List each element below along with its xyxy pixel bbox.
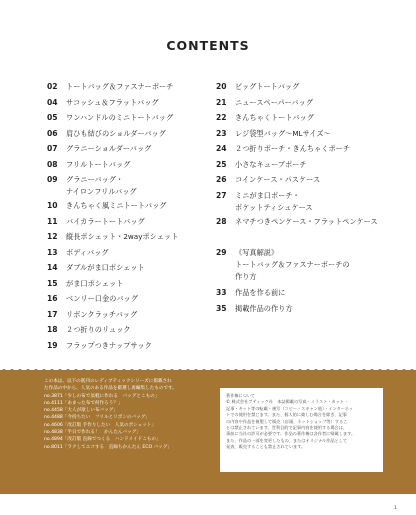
series-item: no.4838「半日で作れる！ かんたんバッグ」 xyxy=(44,430,141,436)
page-number-label: 27 xyxy=(216,190,227,200)
entry-title: サコッシュ＆フラットバッグ xyxy=(66,97,159,107)
entry-title: ネマチつきペンケース・フラットペンケース xyxy=(235,216,378,226)
entry-title: フラップつきナップサック xyxy=(66,340,152,350)
toc-entry xyxy=(216,247,350,283)
page-number-label: 05 xyxy=(47,113,58,122)
toc-entry xyxy=(47,97,159,109)
series-item: no.3871「少しの布で気軽に作れる バッグとこもの」 xyxy=(44,393,160,399)
page-title: CONTENTS xyxy=(166,38,250,53)
page-number-label: 18 xyxy=(47,325,58,334)
page-number: 1 xyxy=(394,506,397,511)
toc-entry xyxy=(47,174,137,198)
page-number-label: 35 xyxy=(216,303,227,313)
toc-entry xyxy=(47,159,130,171)
notice-line: の内容や作品を複製して販売（店頭、ネットショップ等）するこ xyxy=(226,418,348,424)
toc-entry xyxy=(47,278,123,290)
page-number-label: 20 xyxy=(216,82,227,91)
entry-title: ２つ折りポーチ・きんちゃくポーチ xyxy=(235,144,351,153)
entry-title: ビッグトートバッグ xyxy=(235,82,300,91)
page-number-label: 08 xyxy=(47,159,58,169)
entry-title: 作品を作る前に xyxy=(235,288,286,297)
toc-entry xyxy=(47,128,166,140)
toc-entry xyxy=(216,97,313,109)
entry-title: リボンクラッチバッグ xyxy=(66,309,138,319)
toc-entry xyxy=(47,81,173,93)
page-number-label: 26 xyxy=(216,175,227,184)
toc-entry xyxy=(47,112,173,124)
entry-title: トートバッグ＆ファスナーポーチ xyxy=(66,82,174,91)
page-number-label: 16 xyxy=(47,294,58,303)
entry-title: レジ袋型バッグ〜MLサイズ〜 xyxy=(235,128,331,138)
page-number-label: 24 xyxy=(216,144,227,153)
notice-line: トでの使用を禁じます。また、個人的に楽しむ場合を除き、記事 xyxy=(226,412,347,418)
entry-title-line2: トートバッグ＆ファスナーポーチの xyxy=(235,259,350,269)
toc-entry xyxy=(216,287,285,299)
toc-entry xyxy=(47,200,166,212)
series-source-list xyxy=(44,378,224,451)
toc-entry xyxy=(216,190,313,214)
entry-title: ミニがま口ポーチ・ xyxy=(235,190,300,200)
notice-line: とは禁止されています。営利目的で記事内容を使用する場合は、 xyxy=(226,425,348,431)
series-item: no.4606「改訂版 手作りしたい 人気のポシェット」 xyxy=(44,422,157,428)
entry-title: ニュースペーパーバッグ xyxy=(235,97,313,107)
notice-line: 発表、販売することも禁止されています。 xyxy=(226,444,306,450)
entry-title: きんちゃく風ミニトートバッグ xyxy=(66,201,167,210)
page-number-label: 06 xyxy=(47,128,58,138)
notice-line: 記事・キット等の転載・複写（コピー・スキャン他）・インターネッ xyxy=(226,405,354,411)
series-item: no.4894「改訂版 直線でつくる ハンドメイドこもの」 xyxy=(44,437,161,443)
toc-entry xyxy=(216,303,293,315)
page-number-label: 25 xyxy=(216,159,227,169)
scalloped-bottom-edge xyxy=(0,490,416,498)
entry-title: グラニーショルダーバッグ xyxy=(66,144,152,153)
toc-entry xyxy=(216,159,307,171)
notice-heading: 著作権について xyxy=(226,393,256,398)
page-number-label: 10 xyxy=(47,201,58,210)
toc-entry xyxy=(216,81,299,93)
entry-title: バイカラートートバッグ xyxy=(66,216,145,226)
entry-title: ２つ折りのリュック xyxy=(66,325,131,334)
entry-title: きんちゃくトートバッグ xyxy=(235,113,314,122)
series-item: no.4458「大人が欲しい布バッグ」 xyxy=(44,408,118,414)
toc-entry xyxy=(216,174,320,186)
page-number-label: 13 xyxy=(47,247,58,257)
page-number-label: 19 xyxy=(47,340,58,350)
copyright-notice xyxy=(220,388,383,472)
entry-title: ダブルがま口ポシェット xyxy=(66,263,145,272)
page-number-label: 04 xyxy=(47,97,58,107)
series-intro-line: この本は、以下の既刊のレディブティックシリーズに掲載され xyxy=(44,379,172,384)
toc-entry xyxy=(216,128,331,140)
series-item: no.4488「今持ちたい フリルとリボンのバッグ」 xyxy=(44,415,150,421)
entry-title-line2: ポケットティシュケース xyxy=(235,202,313,212)
entry-title: 《写真解説》 xyxy=(235,247,279,257)
entry-title: コインケース・パスケース xyxy=(235,175,321,184)
series-intro-line: た作品の中から、人気のある作品を厳選し再編集したものです。 xyxy=(44,386,177,392)
page-number-label: 29 xyxy=(216,247,227,257)
toc-entry xyxy=(47,340,152,352)
entry-title: 縦長ポシェット・2wayポシェット xyxy=(66,232,179,241)
toc-entry xyxy=(47,216,145,228)
page-number-label: 21 xyxy=(216,97,227,107)
toc-entry xyxy=(47,143,151,155)
entry-title: グラニーバッグ・ xyxy=(66,175,124,184)
notice-line: 事前に当社の許可が必要です。作品の著作権は各作者に帰属します。 xyxy=(226,431,356,437)
entry-title: 肩ひも結びのショルダーバッグ xyxy=(66,128,166,138)
page-number-label: 07 xyxy=(47,144,58,153)
notice-line: © 株式会社ブティック社 本誌掲載の写真・イラスト・カット・ xyxy=(226,399,349,405)
entry-title: ベンリー口金のバッグ xyxy=(66,294,138,303)
toc-entry xyxy=(216,216,378,228)
toc-entry xyxy=(216,143,350,155)
series-item: no.8011「ラクしてエコする 直線ちかんたん ECO バッグ」 xyxy=(44,444,172,450)
page-number-label: 09 xyxy=(47,175,58,184)
toc-entry xyxy=(47,262,145,274)
page-number-label: 11 xyxy=(47,216,58,226)
page-number-label: 14 xyxy=(47,263,58,272)
toc-entry xyxy=(47,247,109,259)
toc-entry xyxy=(47,309,137,321)
series-item: no.4111「あまった布で何作ろう？」 xyxy=(44,400,123,406)
page-number-label: 33 xyxy=(216,288,227,297)
page-number-label: 28 xyxy=(216,216,227,226)
page-number-label: 02 xyxy=(47,82,58,91)
toc-entry xyxy=(216,112,314,124)
entry-title-line2: ナイロンフリルバッグ xyxy=(66,187,137,196)
toc-entry xyxy=(47,231,178,243)
entry-title: ワンハンドルのミニトートバッグ xyxy=(66,113,174,122)
toc-entry xyxy=(47,324,130,336)
toc-entry xyxy=(47,293,138,305)
entry-title: 掲載作品の作り方 xyxy=(235,303,293,313)
page-number-label: 17 xyxy=(47,309,58,319)
entry-title-line3: 作り方 xyxy=(235,271,257,281)
page-number-label: 12 xyxy=(47,232,58,241)
entry-title: 小さなキューブポーチ xyxy=(235,159,307,169)
entry-title: ボディバッグ xyxy=(66,247,109,257)
entry-title: フリルトートバッグ xyxy=(66,159,131,169)
notice-line: また、作品の一部を変更したもの、またはオリジナル作品として xyxy=(226,437,348,443)
page-number-label: 15 xyxy=(47,278,58,288)
entry-title: がま口ポシェット xyxy=(66,278,124,288)
page-number-label: 22 xyxy=(216,113,227,122)
page-number-label: 23 xyxy=(216,128,227,138)
